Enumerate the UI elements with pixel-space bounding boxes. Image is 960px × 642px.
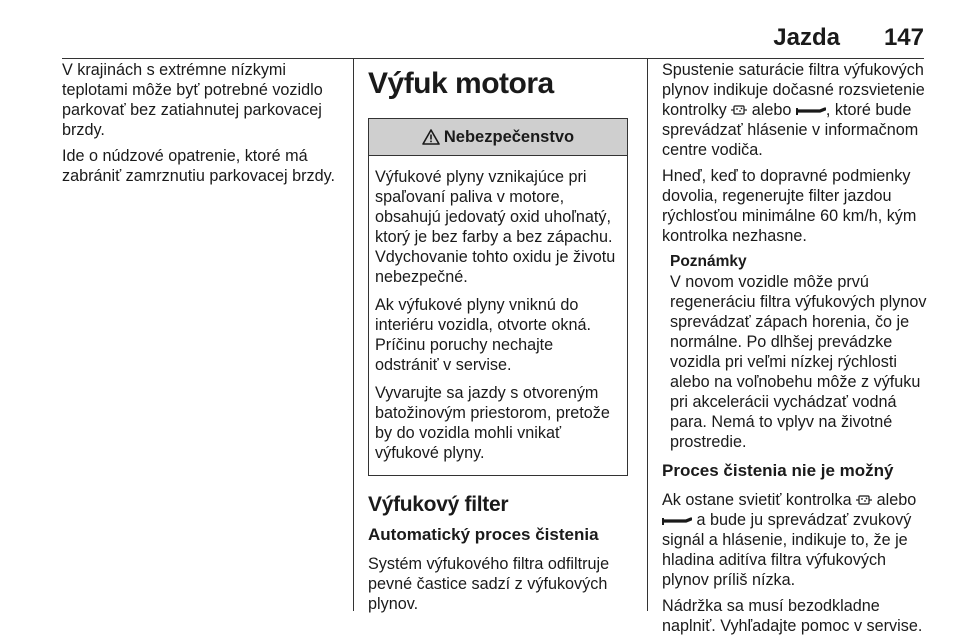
paragraph: Výfukové plyny vznikajúce pri spaľovaní paliva v motore, obsahujú jedovatý oxid uhoľnatý, ktorý je bez farby a bez zápachu. Vdychovanie tohto oxidu je životu nebezpečné. [375, 168, 616, 286]
subsection-title: Proces čistenia nie je možný [662, 461, 894, 480]
exhaust-filter-icon [856, 493, 872, 507]
section-title: Výfuk motora [368, 67, 554, 100]
paragraph: V krajinách s extrémne nízkymi teplotami môže byť potrebné vozidlo parkovať bez zatiahnutej parkovacej brzdy. [62, 61, 323, 139]
text-span: alebo [751, 101, 792, 119]
exhaust-pipe-icon [796, 105, 826, 117]
note-title: Poznámky [670, 253, 747, 270]
paragraph: Ide o núdzové opatrenie, ktoré má zabrániť zamrznutiu parkovacej brzdy. [62, 147, 335, 185]
exhaust-filter-icon [731, 103, 747, 117]
paragraph: Nádržka sa musí bezodkladne naplniť. Vyhľadajte pomoc v servise. [662, 597, 923, 635]
column-left [62, 60, 342, 192]
text-span: Spustenie saturácie filtra výfukových plynov indikuje dočasné rozsvietenie kontrolky [662, 61, 925, 119]
page-number: 147 [883, 24, 924, 51]
page-header [62, 18, 924, 59]
note-body: V novom vozidle môže prvú regeneráciu filtra výfukových plynov sprevádzať zápach horenia, čo je normálne. Po dlhšej prevádzke vozidla pri veľmi nízkej rýchlosti alebo na voľnobehu môže z výfuku pri akcelerácii vychádzať vodná para. Nemá to vplyv na životné prostredie. [670, 273, 927, 451]
column-divider [647, 58, 648, 611]
paragraph: Hneď, keď to dopravné podmienky dovolia, regenerujte filter jazdou rýchlosťou minimálne 60 km/h, kým kontrolka nezhasne. [662, 167, 917, 245]
danger-box-body [369, 156, 627, 475]
text-span: , ktoré bude sprevádzať hlásenie v informačnom centre vodiča. [662, 101, 919, 159]
chapter-title: Jazda [773, 24, 840, 51]
subsubsection-title: Automatický proces čistenia [368, 525, 599, 544]
text-span: Ak ostane svietiť kontrolka [662, 491, 852, 509]
paragraph: Vyvarujte sa jazdy s otvoreným batožinovým priestorom, pretože by do vozidla mohli vnikať výfukové plyny. [375, 384, 610, 462]
exhaust-pipe-icon [662, 515, 692, 527]
danger-box [368, 118, 628, 476]
paragraph [662, 60, 934, 160]
paragraph: Systém výfukového filtra odfiltruje pevné častice sadzí z výfukových plynov. [368, 555, 610, 613]
text-span: alebo [876, 491, 917, 509]
paragraph [662, 490, 934, 590]
note-box [670, 252, 934, 452]
danger-box-title: Nebezpečenstvo [443, 128, 575, 146]
column-divider [353, 58, 354, 611]
column-middle [368, 60, 633, 620]
danger-box-header [369, 119, 627, 156]
paragraph: Ak výfukové plyny vniknú do interiéru vozidla, otvorte okná. Príčinu poruchy nechajte odstrániť v servise. [375, 296, 591, 374]
text-span: a bude ju sprevádzať zvukový signál a hlásenie, indikuje to, že je hladina aditíva filtra výfukových plynov príliš nízka. [662, 511, 912, 589]
subsection-title: Výfukový filter [368, 493, 509, 516]
column-right [662, 60, 934, 642]
warning-triangle-icon [422, 129, 440, 145]
